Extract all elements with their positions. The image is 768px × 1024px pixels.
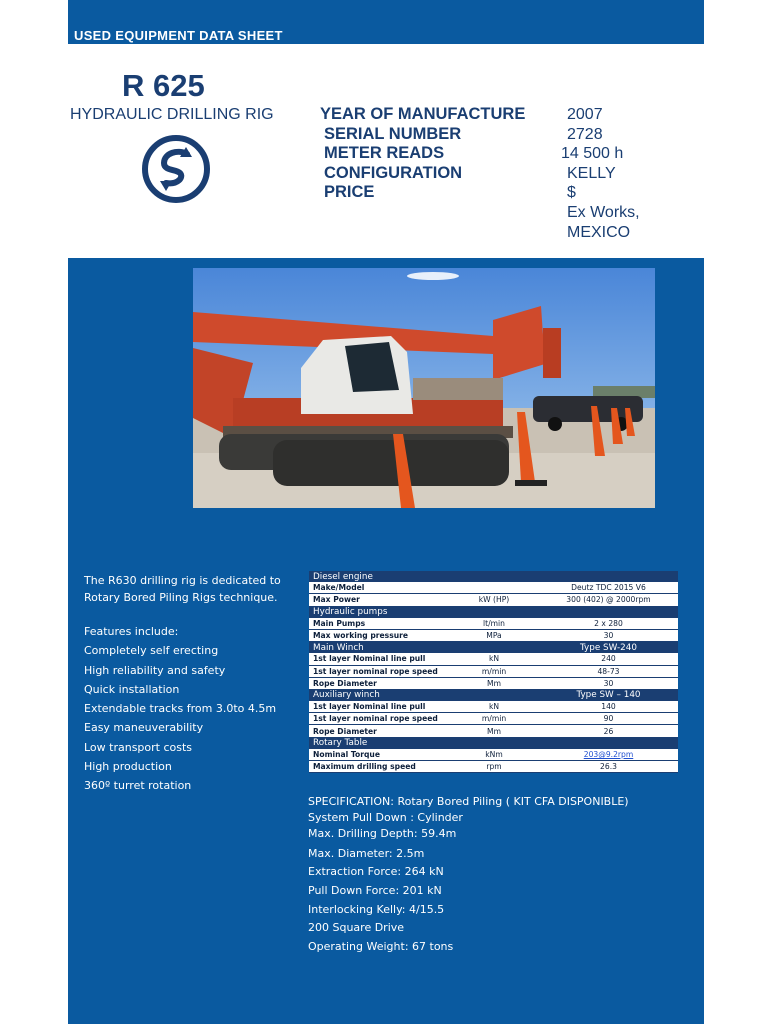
table-row	[309, 582, 678, 594]
table-section	[309, 642, 678, 654]
table-row	[309, 749, 678, 761]
configuration-value: KELLY	[567, 165, 616, 182]
spec-line: Pull Down Force: 201 kN	[308, 884, 442, 897]
row-unit: kN	[449, 701, 539, 713]
row-unit: m/min	[449, 665, 539, 677]
row-value: 90	[539, 713, 678, 725]
row-label: 1st layer Nominal line pull	[309, 653, 449, 665]
row-value: 300 (402) @ 2000rpm	[539, 594, 678, 606]
table-row	[309, 761, 678, 773]
row-unit: m/min	[449, 713, 539, 725]
section-title: Auxiliary winch	[309, 689, 539, 701]
section-title: Rotary Table	[309, 737, 678, 749]
section-title: Hydraulic pumps	[309, 606, 678, 618]
row-value: 30	[539, 629, 678, 641]
row-label: Maximum drilling speed	[309, 761, 449, 773]
table-row	[309, 653, 678, 665]
table-row	[309, 618, 678, 630]
feature-item: High production	[84, 760, 172, 774]
row-unit: kW (HP)	[449, 594, 539, 606]
company-logo-icon	[142, 135, 210, 203]
row-unit: Mm	[449, 725, 539, 737]
row-value: 48-73	[539, 665, 678, 677]
spec-line: System Pull Down : Cylinder	[308, 811, 463, 824]
header-title: USED EQUIPMENT DATA SHEET	[74, 28, 283, 43]
table-section	[309, 606, 678, 618]
table-row	[309, 665, 678, 677]
feature-item: Quick installation	[84, 682, 180, 696]
table-row	[309, 677, 678, 689]
table-row	[309, 629, 678, 641]
table-section	[309, 689, 678, 701]
torque-link[interactable]: 203@9.2rpm	[583, 749, 634, 759]
features-intro-line2: Rotary Bored Piling Rigs technique.	[84, 591, 278, 604]
drilling-rig-photo	[193, 268, 655, 508]
meter-value: 14 500 h	[561, 145, 624, 162]
section-type: Type SW-240	[539, 642, 678, 654]
feature-item: Completely self erecting	[84, 644, 219, 658]
spec-line: Interlocking Kelly: 4/15.5	[308, 903, 445, 916]
spec-line: Max. Diameter: 2.5m	[308, 847, 425, 860]
row-value: Deutz TDC 2015 V6	[539, 582, 678, 594]
row-value: 2 x 280	[539, 618, 678, 630]
row-unit: kNm	[449, 749, 539, 761]
row-unit: MPa	[449, 629, 539, 641]
price-value: $	[567, 184, 576, 201]
features-intro-line1: The R630 drilling rig is dedicated to	[84, 574, 281, 587]
price-label: PRICE	[324, 183, 375, 201]
year-label: YEAR OF MANUFACTURE	[320, 105, 526, 123]
section-title: Diesel engine	[309, 571, 678, 582]
table-row	[309, 725, 678, 737]
row-label: Max working pressure	[309, 629, 449, 641]
header-bar	[68, 0, 704, 44]
row-label: 1st layer nominal rope speed	[309, 665, 449, 677]
spec-line: Operating Weight: 67 tons	[308, 940, 454, 953]
exworks-value: Ex Works,	[567, 204, 640, 221]
row-label: Nominal Torque	[309, 749, 449, 761]
feature-item: Easy maneuverability	[84, 721, 204, 735]
model-name: R 625	[122, 68, 205, 103]
row-value: 140	[539, 701, 678, 713]
model-subtitle: HYDRAULIC DRILLING RIG	[70, 106, 274, 123]
serial-label: SERIAL NUMBER	[324, 125, 462, 143]
row-label: Rope Diameter	[309, 725, 449, 737]
table-row	[309, 701, 678, 713]
table-row	[309, 594, 678, 606]
table-row	[309, 713, 678, 725]
row-label: 1st layer Nominal line pull	[309, 701, 449, 713]
section-type: Type SW – 140	[539, 689, 678, 701]
location-value: MEXICO	[567, 224, 631, 241]
spec-line: Extraction Force: 264 kN	[308, 865, 444, 878]
section-title: Main Winch	[309, 642, 539, 654]
row-unit: lt/min	[449, 618, 539, 630]
row-label: Main Pumps	[309, 618, 449, 630]
spec-line: Max. Drilling Depth: 59.4m	[308, 827, 457, 840]
row-label: Make/Model	[309, 582, 449, 594]
spec-table	[309, 571, 678, 773]
row-value: 30	[539, 677, 678, 689]
features-list	[84, 572, 284, 797]
serial-value: 2728	[567, 126, 603, 143]
year-value: 2007	[567, 106, 603, 123]
spec-line: 200 Square Drive	[308, 921, 405, 934]
row-value: 26	[539, 725, 678, 737]
configuration-label: CONFIGURATION	[324, 164, 463, 182]
feature-item: High reliability and safety	[84, 663, 226, 677]
row-unit: rpm	[449, 761, 539, 773]
row-label: Rope Diameter	[309, 677, 449, 689]
table-section	[309, 737, 678, 749]
meter-label: METER READS	[324, 144, 445, 162]
features-heading: Features include:	[84, 625, 179, 638]
feature-item: Extendable tracks from 3.0to 4.5m	[84, 702, 277, 716]
spec-line: SPECIFICATION: Rotary Bored Piling ( KIT CFA DISPONIBLE)	[308, 795, 629, 808]
feature-item: 360º turret rotation	[84, 779, 192, 793]
table-section	[309, 571, 678, 582]
row-label: 1st layer nominal rope speed	[309, 713, 449, 725]
row-unit: kN	[449, 653, 539, 665]
row-value: 240	[539, 653, 678, 665]
row-label: Max Power	[309, 594, 449, 606]
feature-item: Low transport costs	[84, 740, 193, 754]
row-value: 26.3	[539, 761, 678, 773]
row-unit: Mm	[449, 677, 539, 689]
